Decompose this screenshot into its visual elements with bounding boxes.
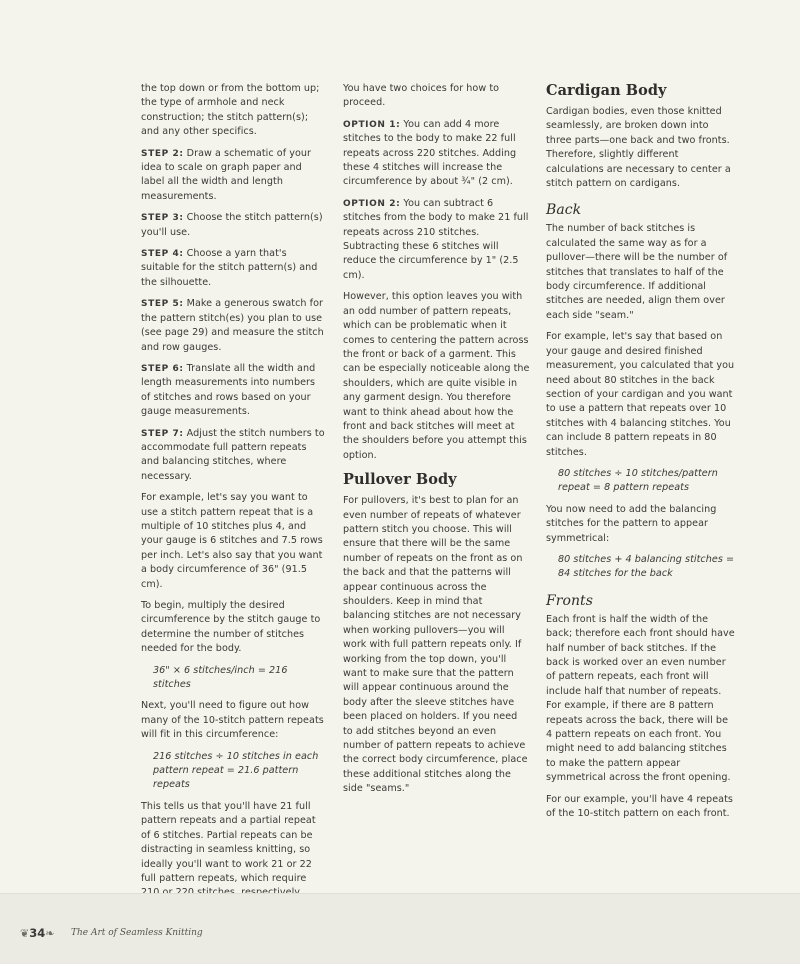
book-title: The Art of Seamless Knitting xyxy=(71,928,203,938)
paragraph: Cardigan bodies, even those knitted seamlessly, are broken down into three parts—one back and two fronts. Therefore, slightly different calculations are necessary to center a stitch pattern on cardigans. xyxy=(546,106,731,190)
subheading-fronts: Fronts xyxy=(546,592,593,609)
step-7: STEP 7: Adjust the stitch numbers to accommodate full pattern repeats and balancing stitches, where necessary. xyxy=(141,427,325,482)
subheading-back: Back xyxy=(546,202,582,219)
heading-cardigan-body: Cardigan Body xyxy=(546,82,667,99)
paragraph: You now need to add the balancing stitches for the pattern to appear symmetrical: xyxy=(546,503,717,544)
paragraph: the top down or from the bottom up; the type of armhole and neck construction; the stitch pattern(s); and any other specifics. xyxy=(141,83,320,138)
step-label: STEP 2: xyxy=(141,148,184,159)
step-label: STEP 3: xyxy=(141,213,184,224)
laurel-left-icon: ❦ xyxy=(20,926,30,940)
footer xyxy=(0,893,800,964)
option-2: OPTION 2: You can subtract 6 stitches from the body to make 21 full repeats across 210 stitches. Subtracting these 6 stitches will reduce the circumference by 1" (2.5 cm). xyxy=(343,197,529,281)
laurel-right-icon: ❧ xyxy=(45,926,55,940)
step-5: STEP 5: Make a generous swatch for the pattern stitch(es) you plan to use (see page 29) and measure the stitch and row gauges. xyxy=(141,298,324,353)
paragraph: To begin, multiply the desired circumference by the stitch gauge to determine the number of stitches needed for the body. xyxy=(141,600,321,655)
equation: 80 stitches + 4 balancing stitches = 84 stitches for the back xyxy=(558,553,735,580)
paragraph: For example, let's say you want to use a stitch pattern repeat that is a multiple of 10 stitches plus 4, and your gauge is 6 stitches and 7.5 rows per inch. Let's also say that you want a body circumference of 36" (91.5 cm). xyxy=(141,492,323,590)
option-1: OPTION 1: You can add 4 more stitches to the body to make 22 full repeats across 220 stitches. Adding these 4 stitches will increase the circumference by about ¾" (2 cm). xyxy=(343,118,517,188)
equation: 36" × 6 stitches/inch = 216 stitches xyxy=(153,664,288,691)
step-label: STEP 5: xyxy=(141,299,184,310)
paragraph: You have two choices for how to proceed. xyxy=(343,83,500,109)
paragraph: The number of back stitches is calculated the same way as for a pullover—there will be the number of stitches that translates to half of the body circumference. If additional stitches are needed, align them over each side "seam." xyxy=(546,223,728,321)
column-1 xyxy=(141,82,326,908)
column-3 xyxy=(546,82,736,828)
paragraph: This tells us that you'll have 21 full pattern repeats and a partial repeat of 6 stitches. Partial repeats can be distracting in seamless knitting, so ideally you'll want to work 21 or 22 full pattern repeats, which require xyxy=(141,800,316,884)
paragraph: For example, let's say that based on your gauge and desired finished measurement, you calculated that you need about 80 stitches in the back section of your cardigan and you want to use a pattern that repeats over 10 stitches with 4 balancing stitches. You can include 8 pattern repeats in 80 stitches. xyxy=(546,331,735,458)
step-2: STEP 2: Draw a schematic of your idea to scale on graph paper and label all the width and length measurements. xyxy=(141,147,311,202)
page-folio xyxy=(20,926,54,940)
step-label: STEP 7: xyxy=(141,428,184,439)
heading-pullover-body: Pullover Body xyxy=(343,471,457,489)
page-number: 34 xyxy=(29,926,46,940)
equation: 80 stitches ÷ 10 stitches/pattern repeat = 8 pattern repeats xyxy=(558,467,718,494)
step-3: STEP 3: Choose the stitch pattern(s) you'll use. xyxy=(141,212,323,238)
step-label: STEP 4: xyxy=(141,249,184,260)
column-2 xyxy=(343,82,530,804)
paragraph: For our example, you'll have 4 repeats of the 10-stitch pattern on each front. xyxy=(546,793,733,820)
equation: 216 stitches ÷ 10 stitches in each pattern repeat = 21.6 pattern repeats xyxy=(153,750,319,791)
paragraph: For pullovers, it's best to plan for an even number of repeats of whatever pattern stitch you choose. This will ensure that there will be the same number of repeats on the front as on the back and that the patterns will appear continuous across the shoulders. Keep in mind that balancing stitches are not necessary when working pullovers—you will work with full pattern repeats only. If working from the top down, you'll want to make sure that the pattern will appear continuous around the body after the sleeve stitches have been placed on holders. If you need to add stitches beyond an even number of pattern repeats to achieve the correct body circumference, place these additional stitches along the side "seams." xyxy=(343,495,528,795)
option-label: OPTION 1: xyxy=(343,119,401,130)
step-4: STEP 4: Choose a yarn that's suitable for the stitch pattern(s) and the silhouette. xyxy=(141,248,318,288)
step-6: STEP 6: Translate all the width and length measurements into numbers of stitches and rows based on your gauge measurements. xyxy=(141,362,316,418)
option-label: OPTION 2: xyxy=(343,198,401,209)
paragraph: Next, you'll need to figure out how many of the 10-stitch pattern repeats will fit in this circumference: xyxy=(141,700,324,741)
paragraph: However, this option leaves you with an odd number of pattern repeats, which can be problematic when it comes to centering the pattern across the front or back of a garment. This can be especially noticeable along the shoulders, which are quite visible in any garment design. You therefore want to think ahead about how the front and back stitches will meet at the shoulders before you attempt this option. xyxy=(343,291,530,461)
paragraph: Each front is half the width of the back; therefore each front should have half number of back stitches. If the back is worked over an even number of pattern repeats, each front will include half that number of repeats. For example, if there are 8 pattern repeats across the back, there will be 4 pattern repeats on each front. You might need to add balancing stitches to make the pattern appear symmetrical across the front opening. xyxy=(546,613,735,784)
step-label: STEP 6: xyxy=(141,363,184,374)
